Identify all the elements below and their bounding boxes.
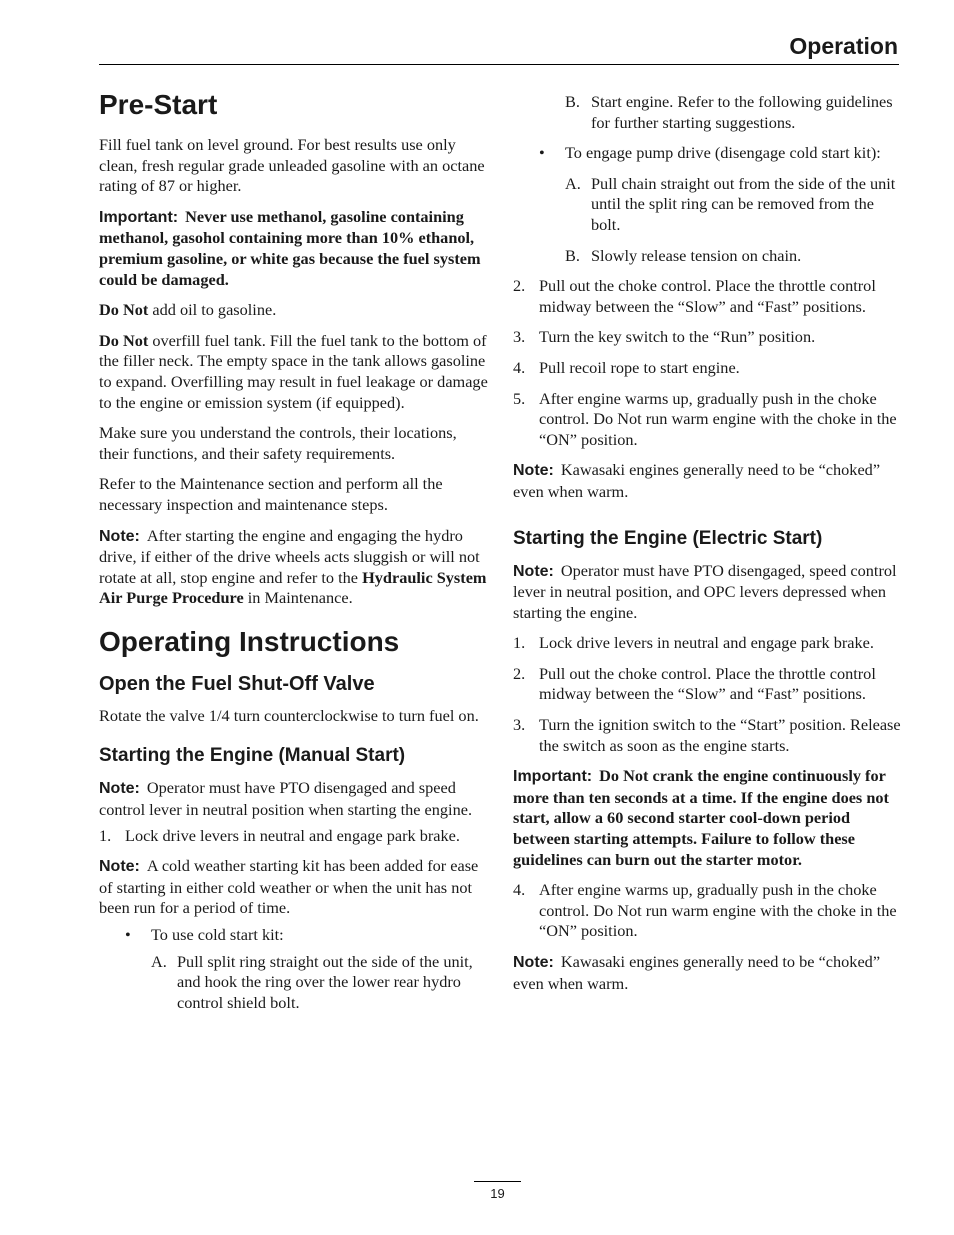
section-heading: Operation	[789, 33, 898, 59]
note-label: Note:	[99, 527, 140, 545]
list-item	[513, 715, 905, 756]
note-text: Operator must have PTO disengaged and speed control lever in neutral position when starting the engine.	[99, 778, 473, 820]
note-procedure-ref: Hydraulic System Air Purge Procedure	[99, 567, 487, 608]
list-item	[513, 389, 905, 451]
step-number: 1.	[513, 633, 526, 653]
important-text: Do Not crank the engine continuously for more than ten seconds at a time. If the engine does not start, allow a 60 second starter cool-down period between starting attempts. Failure to follow these guidelines can burn out the starter motor.	[513, 766, 889, 869]
do-not-text: overfill fuel tank. Fill the fuel tank to the bottom of the filler neck. The empty space in the tank allows gasoline to expand. Overfilling may result in fuel leakage or damage to the engine or emission system (if equipped).	[99, 330, 488, 412]
sub-step-text: Pull split ring straight out the side of the unit, and hook the ring over the lower rear hydro control shield bolt.	[177, 951, 473, 1012]
right-column	[513, 92, 905, 1004]
list-item	[565, 246, 905, 267]
important-label: Important:	[99, 208, 179, 226]
note-text: Kawasaki engines generally need to be “choked” even when warm.	[513, 460, 881, 501]
step-number: 2.	[513, 663, 526, 683]
list-item	[565, 92, 905, 133]
header-rule	[99, 64, 899, 65]
bullet-mark: •	[539, 143, 545, 163]
fuel-valve-paragraph: Rotate the valve 1/4 turn counterclockwise to turn fuel on.	[99, 705, 479, 725]
manual-start-note	[99, 778, 489, 820]
list-item	[151, 952, 489, 1014]
step-number: 1.	[99, 825, 112, 845]
fuel-paragraph: Fill fuel tank on level ground. For best results use only clean, fresh regular grade unleaded gasoline with an octane rating of 87 or higher.	[99, 135, 485, 196]
step-text: Pull out the choke control. Place the throttle control midway between the “Slow” and “Fast” positions.	[539, 663, 876, 704]
important-label: Important:	[513, 768, 593, 786]
sub-step-letter: B.	[565, 92, 580, 111]
note-label: Note:	[513, 462, 554, 480]
important-fuel-warning	[99, 207, 489, 290]
step-number: 5.	[513, 388, 526, 408]
hydro-note	[99, 526, 489, 609]
step-text: Turn the ignition switch to the “Start” position. Release the switch as soon as the engine starts.	[539, 715, 901, 755]
list-item	[99, 826, 489, 847]
list-item	[513, 327, 905, 348]
note-text: Kawasaki engines generally need to be “choked” even when warm.	[513, 952, 881, 993]
list-item	[539, 143, 905, 164]
footer-rule	[474, 1181, 521, 1182]
note-label: Note:	[513, 562, 554, 580]
step-number: 4.	[513, 880, 526, 900]
do-not-text: add oil to gasoline.	[148, 300, 277, 320]
sub-step-letter: A.	[565, 173, 581, 193]
step-number: 4.	[513, 357, 526, 377]
controls-paragraph: Make sure you understand the controls, their locations, their functions, and their safety requirements.	[99, 423, 457, 463]
list-item	[513, 358, 905, 379]
note-label: Note:	[99, 780, 140, 798]
do-not-lead: Do Not	[99, 300, 149, 320]
step-text: After engine warms up, gradually push in the choke control. Do Not run warm engine with the choke in the “ON” position.	[539, 880, 897, 941]
step-text: Lock drive levers in neutral and engage park brake.	[539, 633, 874, 653]
pre-start-title: Pre-Start	[99, 89, 218, 120]
note-text: After starting the engine and engaging the hydro drive, if either of the drive wheels acts sluggish or will not rotate at all, stop engine and refer to the	[99, 525, 480, 587]
do-not-overfill-paragraph	[99, 331, 489, 413]
electric-start-heading: Starting the Engine (Electric Start)	[513, 527, 823, 549]
kawasaki-note	[513, 952, 905, 994]
step-text: Lock drive levers in neutral and engage park brake.	[125, 825, 460, 845]
bullet-mark: •	[125, 925, 131, 945]
list-item	[513, 664, 905, 705]
sub-step-letter: A.	[151, 951, 167, 971]
important-cranking-warning	[513, 766, 905, 870]
note-text: A cold weather starting kit has been added for ease of starting in either cold weather or when the unit has not been run for a period of time.	[99, 856, 479, 918]
page-number: 19	[490, 1186, 505, 1201]
step-text: Turn the key switch to the “Run” position.	[539, 327, 816, 347]
step-text: After engine warms up, gradually push in the choke control. Do Not run warm engine with the choke in the “ON” position.	[539, 388, 897, 449]
sub-step-text: Pull chain straight out from the side of the unit until the split ring can be removed from the bolt.	[591, 173, 896, 234]
step-number: 3.	[513, 327, 526, 347]
note-label: Note:	[99, 858, 140, 876]
cold-weather-note	[99, 856, 489, 919]
list-item	[565, 174, 905, 236]
important-text: Never use methanol, gasoline containing methanol, gasohol containing more than 10% ethanol, premium gasoline, or white gas because the fuel system could be damaged.	[99, 206, 481, 289]
note-text: Operator must have PTO disengaged, speed control lever in neutral position, and OPC levers depressed when starting the engine.	[513, 560, 897, 622]
note-text: in Maintenance.	[243, 588, 353, 608]
left-column	[99, 88, 489, 1023]
list-item	[513, 276, 905, 317]
manual-start-heading: Starting the Engine (Manual Start)	[99, 745, 406, 767]
do-not-lead: Do Not	[99, 330, 149, 350]
fuel-valve-heading: Open the Fuel Shut-Off Valve	[99, 672, 375, 695]
sub-step-text: Start engine. Refer to the following guidelines for further starting suggestions.	[591, 92, 893, 132]
sub-step-text: Slowly release tension on chain.	[591, 245, 802, 265]
bullet-text: To engage pump drive (disengage cold start kit):	[565, 143, 881, 163]
bullet-text: To use cold start kit:	[151, 925, 284, 945]
do-not-oil-paragraph	[99, 300, 489, 321]
sub-step-letter: B.	[565, 245, 580, 265]
list-item	[513, 633, 905, 654]
kawasaki-note	[513, 460, 905, 502]
maintenance-paragraph: Refer to the Maintenance section and perform all the necessary inspection and maintenance steps.	[99, 474, 443, 514]
step-number: 3.	[513, 715, 526, 735]
step-number: 2.	[513, 276, 526, 296]
step-text: Pull out the choke control. Place the throttle control midway between the “Slow” and “Fast” positions.	[539, 276, 876, 316]
note-label: Note:	[513, 954, 554, 971]
list-item	[513, 880, 905, 942]
electric-start-note	[513, 561, 905, 624]
list-item	[125, 925, 489, 946]
step-text: Pull recoil rope to start engine.	[539, 357, 740, 377]
operating-instructions-title: Operating Instructions	[99, 625, 400, 657]
